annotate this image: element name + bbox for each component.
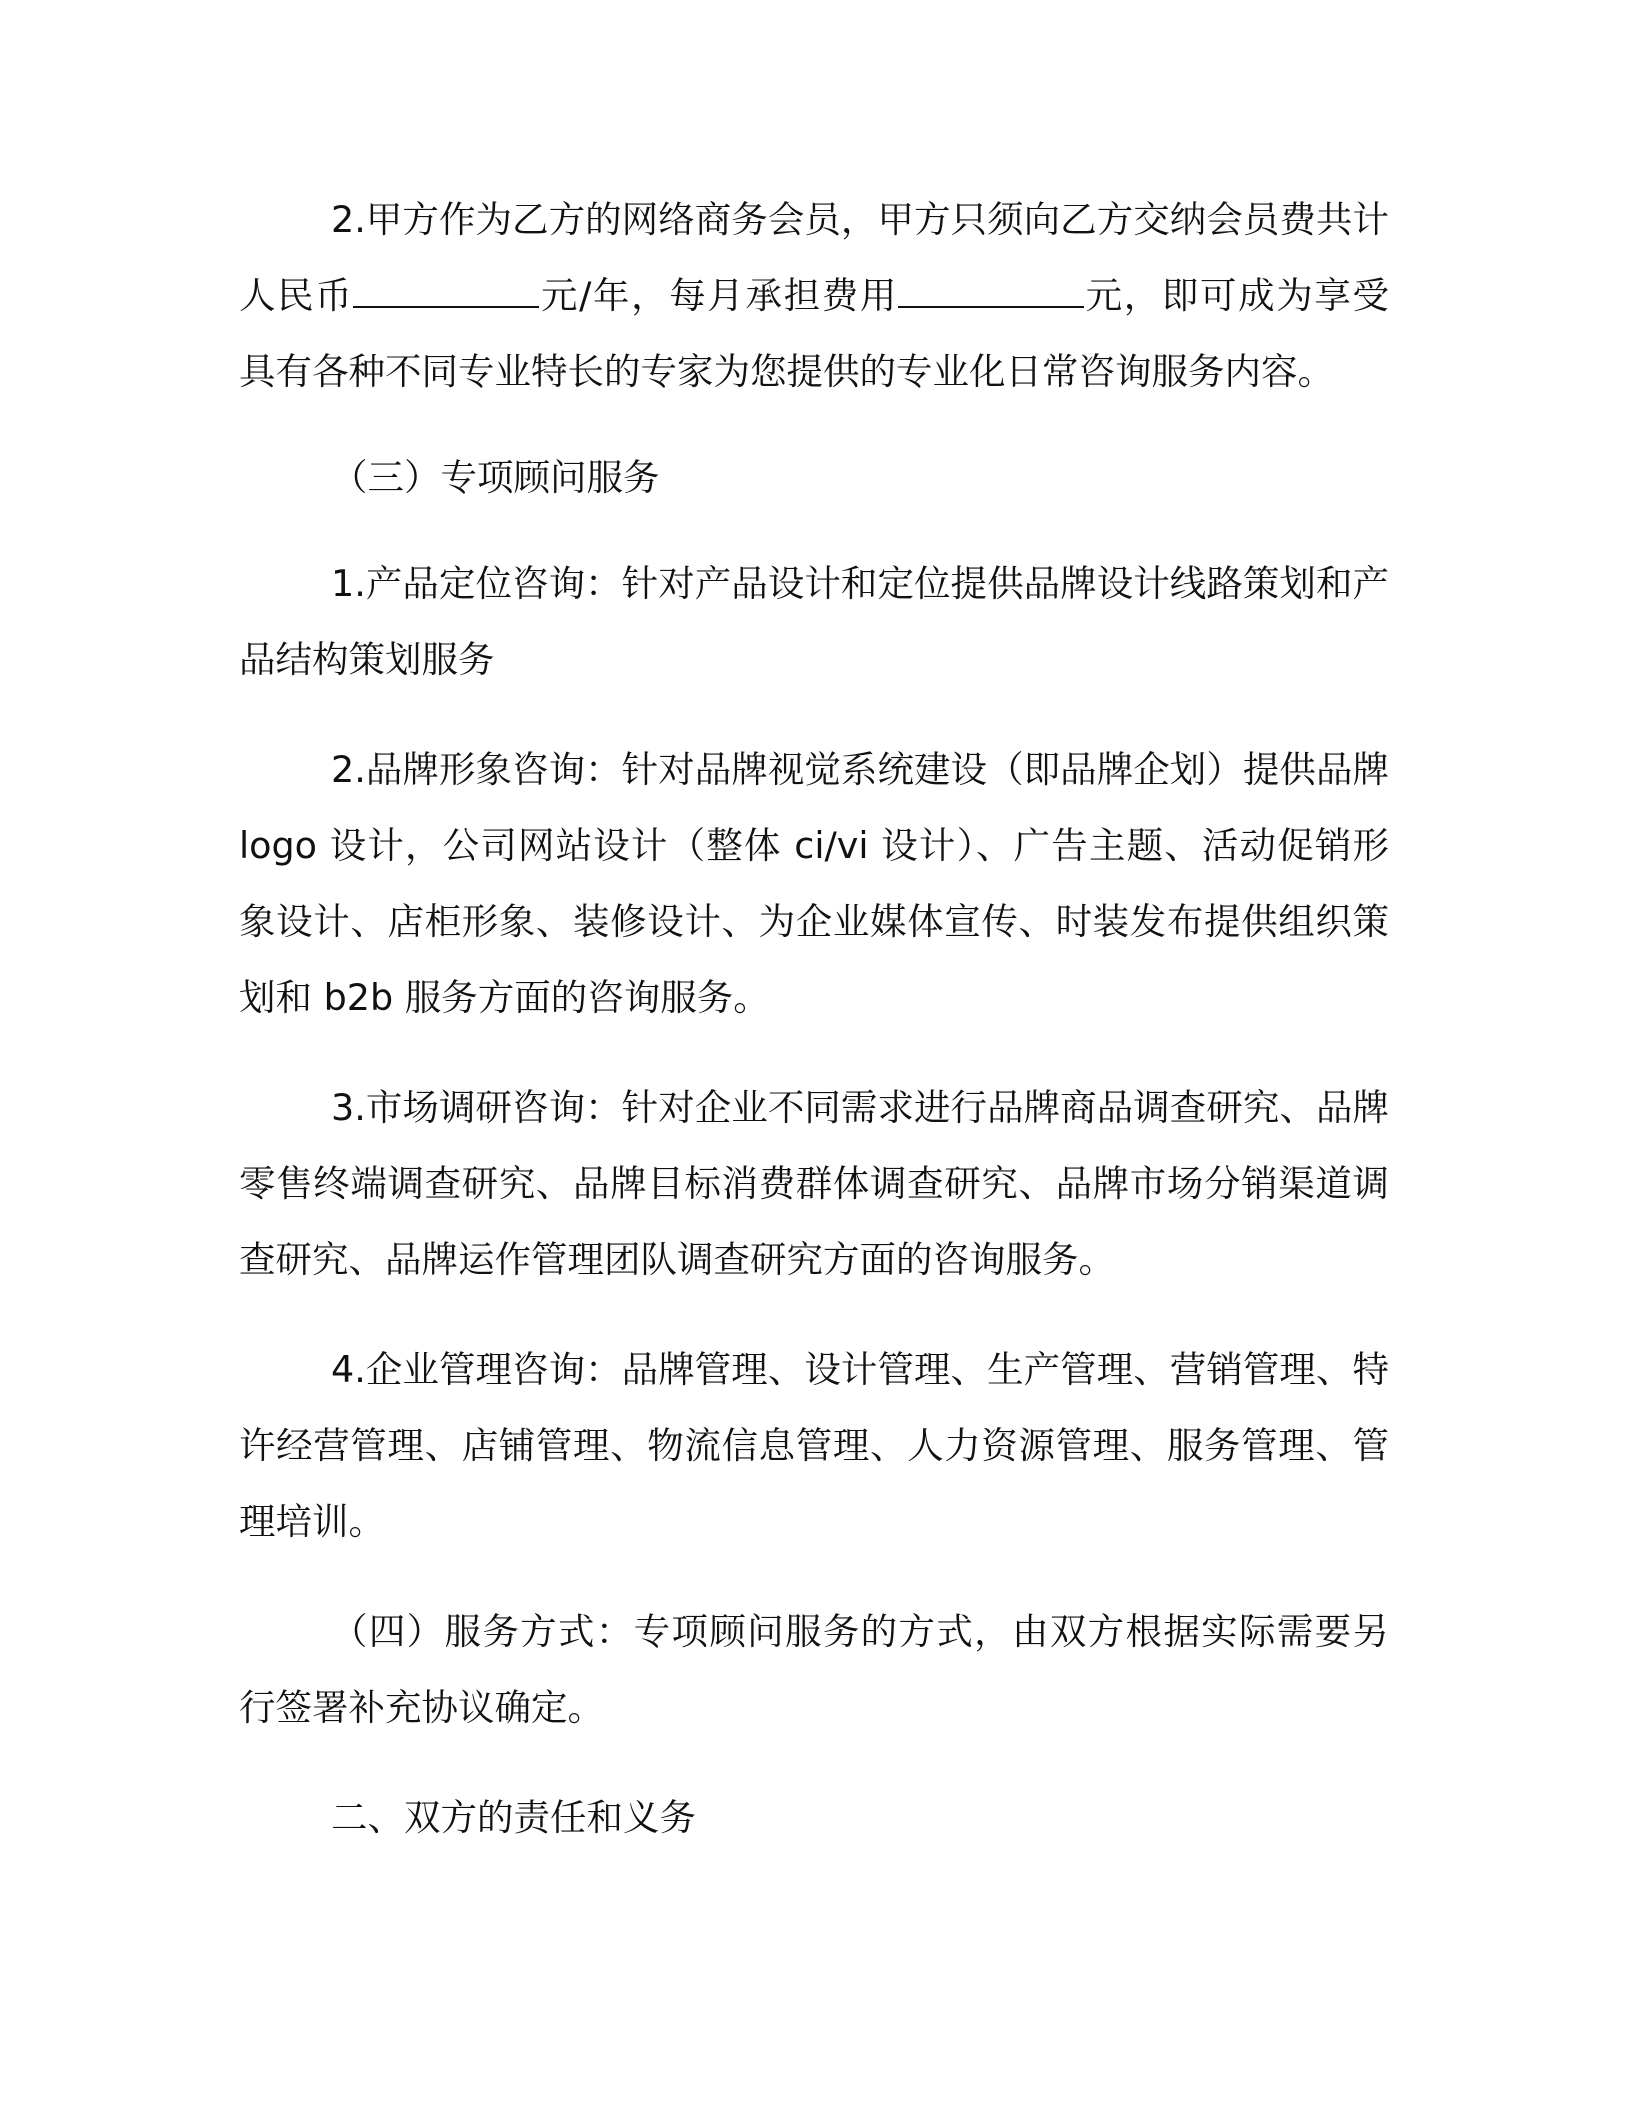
membership-fee-text-1: 2.甲方作为乙方的网络商务会员，甲方只须向乙方交纳会员费共计人民币	[239, 198, 1389, 317]
membership-fee-text-2: 元/年，每月承担费用	[539, 274, 899, 317]
paragraph-service-method: （四）服务方式：专项顾问服务的方式，由双方根据实际需要另行签署补充协议确定。	[239, 1610, 1389, 1729]
paragraph-enterprise-management: 4.企业管理咨询：品牌管理、设计管理、生产管理、营销管理、特许经营管理、店铺管理、物流信息管理、人力资源管理、服务管理、管理培训。	[239, 1348, 1389, 1543]
section-heading-responsibilities: 二、双方的责任和义务	[331, 1796, 696, 1839]
annual-fee-blank	[353, 276, 539, 308]
document-body	[239, 182, 1389, 1856]
membership-fee-text-3: 元，即可成为享受具有各种不同专业特长的专家为您提供的专业化日常咨询服务内容。	[239, 274, 1390, 393]
section-heading-special-consulting: （三）专项顾问服务	[331, 456, 660, 499]
paragraph-product-positioning: 1.产品定位咨询：针对产品设计和定位提供品牌设计线路策划和产品结构策划服务	[239, 562, 1389, 681]
paragraph-market-research: 3.市场调研咨询：针对企业不同需求进行品牌商品调查研究、品牌零售终端调查研究、品牌目标消费群体调查研究、品牌市场分销渠道调查研究、品牌运作管理团队调查研究方面的咨询服务。	[239, 1086, 1389, 1281]
paragraph-membership-fee	[239, 182, 1389, 410]
monthly-fee-blank	[898, 276, 1084, 308]
paragraph-brand-image: 2.品牌形象咨询：针对品牌视觉系统建设（即品牌企划）提供品牌 logo 设计，公司网站设计（整体 ci/vi 设计）、广告主题、活动促销形象设计、店柜形象、装修设计、为企业媒体宣传、时装发布提供组织策划和 b2b 服务方面的咨询服务。	[239, 748, 1389, 1019]
